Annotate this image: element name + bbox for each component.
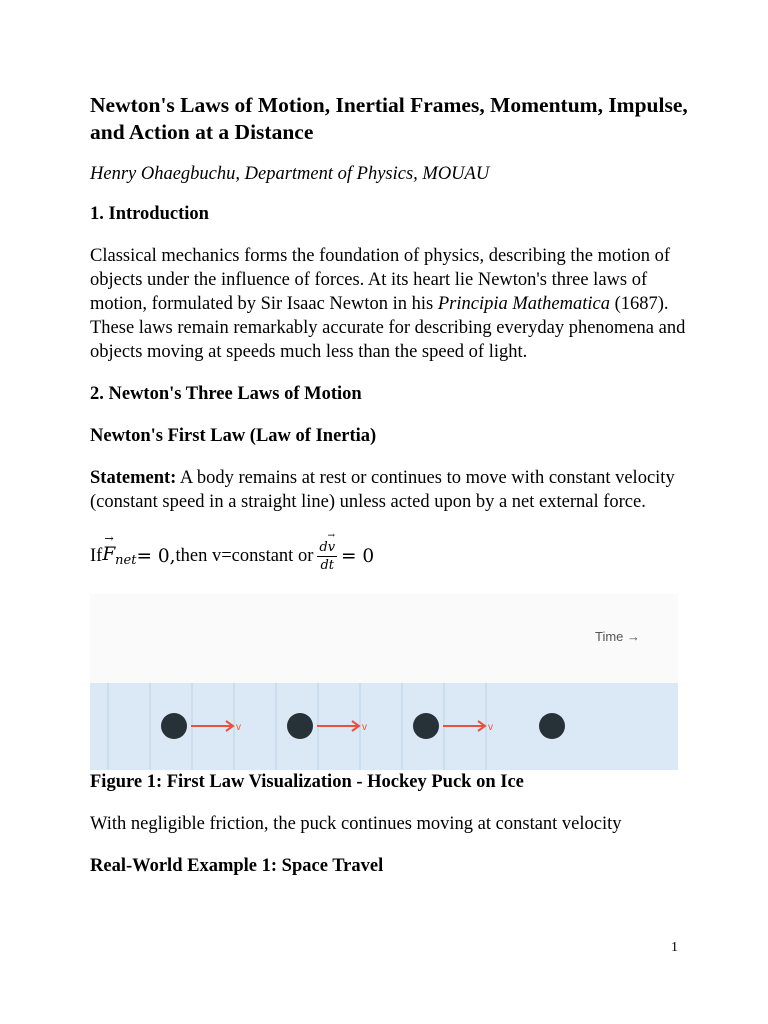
paper-title: Newton's Laws of Motion, Inertial Frames, Momentum, Impulse, and Action at a Distance: [90, 93, 688, 144]
intro-text-part1: Classical mechanics forms the foundation of physics, describing the motion of objects under the influence of forces. At its heart lie Newton's three laws of motion, formulated by Sir Isaac Newton in his: [90, 246, 671, 314]
equation-force-vector: [102, 532, 137, 568]
hockey-puck: [539, 713, 565, 739]
time-axis-label: Time →: [595, 629, 641, 644]
intro-text-italic: Principia Mathematica: [437, 294, 610, 314]
section-heading-laws: 2. Newton's Three Laws of Motion: [90, 384, 362, 404]
author-line: Henry Ohaegbuchu, Department of Physics, MOUAU: [90, 164, 490, 184]
equation-equals-zero: = 0,: [136, 545, 176, 567]
figure-caption: Figure 1: First Law Visualization - Hockey Puck on Ice: [90, 772, 524, 792]
intro-text-part2: (1687). These laws remain remarkably accurate for describing everyday phenomena and objects moving at speeds much less than the speed of light.: [90, 294, 686, 362]
equation-end: = 0: [341, 545, 375, 567]
page-content: [90, 92, 690, 896]
subheading-first-law: Newton's First Law (Law of Inertia): [90, 426, 377, 446]
figure-description: With negligible friction, the puck continues moving at constant velocity: [90, 814, 622, 834]
equation-numerator-text: dv: [319, 539, 336, 555]
page-number: 1: [671, 940, 678, 955]
section-heading-introduction: 1. Introduction: [90, 204, 209, 224]
hockey-puck: [287, 713, 313, 739]
velocity-label: v: [236, 722, 241, 733]
statement-text: A body remains at rest or continues to move with constant velocity (constant speed in a straight line) unless acted upon by a net external force.: [90, 468, 675, 512]
equation-then: then v=constant or: [175, 545, 314, 566]
statement-label: Statement:: [90, 468, 177, 488]
hockey-puck: [161, 713, 187, 739]
first-law-statement: [90, 466, 690, 514]
velocity-label: v: [488, 722, 493, 733]
velocity-label: v: [362, 722, 367, 733]
equation-fraction-denominator: dt: [320, 557, 334, 573]
introduction-paragraph: [90, 244, 690, 364]
equation-net-subscript: net: [115, 553, 137, 568]
equation-derivative-fraction: [317, 530, 337, 573]
vector-arrow-icon: →: [104, 532, 114, 545]
equation-if: If: [90, 545, 103, 566]
example-heading-space-travel: Real-World Example 1: Space Travel: [90, 856, 384, 876]
figure-hockey-puck-diagram: [90, 594, 678, 770]
hockey-puck: [413, 713, 439, 739]
equation-fraction-numerator: [317, 530, 337, 557]
vector-arrow-icon: →: [327, 530, 336, 541]
first-law-equation: [90, 532, 690, 580]
equation-force-symbol: F: [102, 544, 116, 565]
